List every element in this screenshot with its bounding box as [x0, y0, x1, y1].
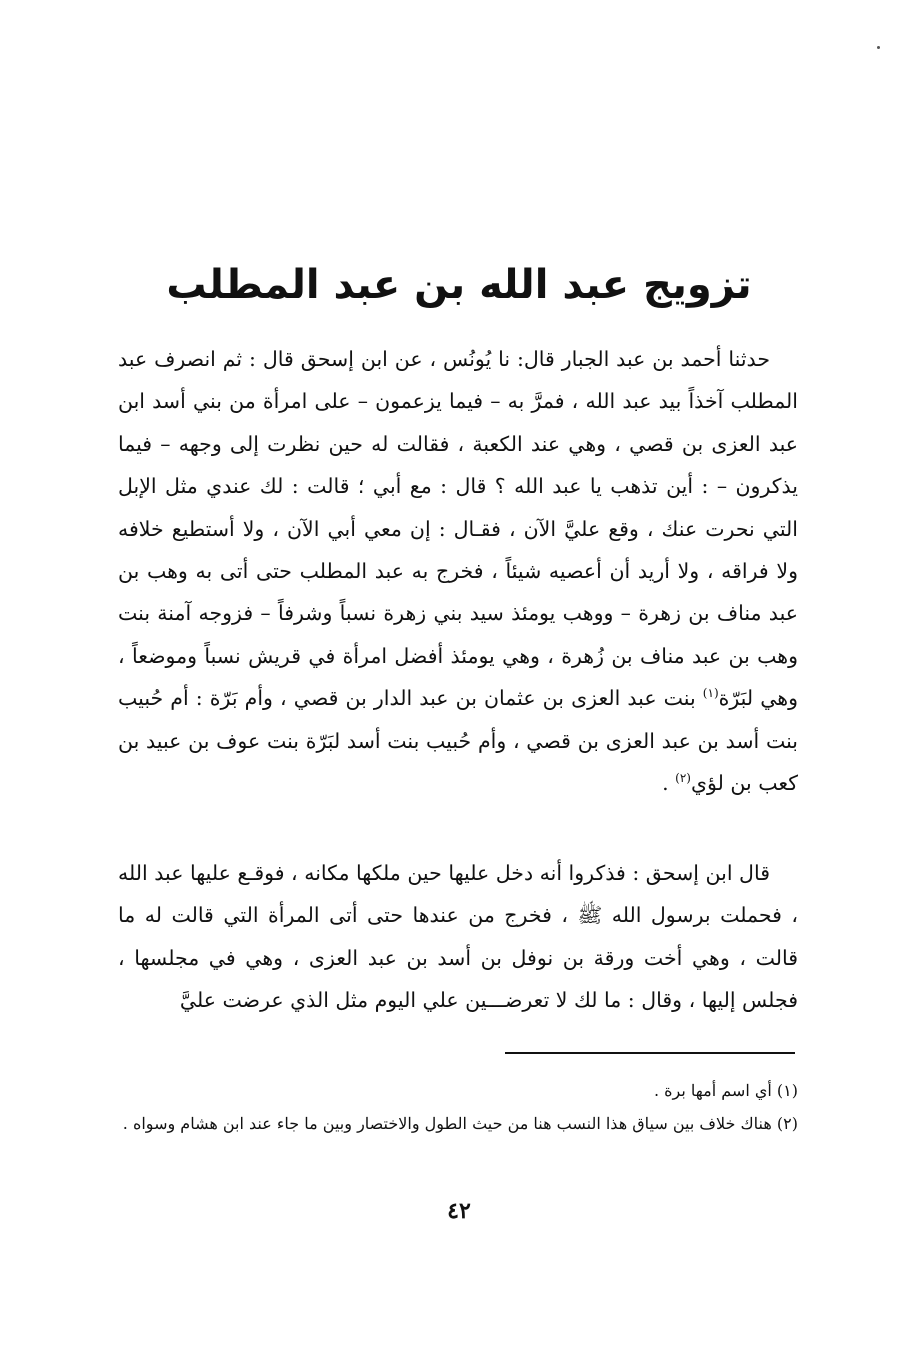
paragraph-2-text: قال ابن إسحق : فذكروا أنه دخل عليها حين ملكها مكانه ، فوقـع عليها عبد الله ، فحملت برسول الله ﷺ ، فخرج من عندها حتى أتى المرأة التي قالت له ما قالت ، وهي أخت ورقة بن نوفل بن أسد بن عبد العزى ، وهي في مجلسها ، فجلس إليها ، وقال : ما لك لا تعرضـــين علي اليوم مثل الذي عرضت عليَّ	[118, 861, 798, 1013]
paragraph-1-end: .	[662, 771, 676, 796]
body-paragraph-2	[118, 852, 798, 1022]
chapter-title: تزويج عبد الله بن عبد المطلب	[166, 261, 752, 308]
footnote-ref-1: (١)	[702, 686, 719, 701]
footnote-1: (١) أي اسم أمها برة .	[654, 1081, 798, 1100]
body-paragraph-1	[118, 338, 798, 804]
footnote-ref-2: (٢)	[675, 771, 691, 786]
paragraph-1-text-a: حدثنا أحمد بن عبد الجبار قال: نا يُونُس ، عن ابن إسحق قال : ثم انصرف عبد المطلب آخذاً بيد عبد الله ، فمرَّ به – فيما يزعمون – على امرأة من بني أسد ابن عبد العزى بن قصي ، وهي عند الكعبة ، فقالت له حين نظرت إلى وجهه – فيما يذكرون – : أين تذهب يا عبد الله ؟ قال : مع أبي ؛ قالت : لك عندي مثل الإبل التي نحرت عنك ، وقع عليَّ الآن ، فقـال : إن معي أبي الآن ، ولا أستطيع خلافه ولا فراقه ، ولا أريد أن أعصيه شيئاً ، فخرج به عبد المطلب حتى أتى به وهب بن عبد مناف بن زهرة – ووهب يومئذ سيد بني زهرة نسباً وشرفاً – فزوجه آمنة بنت وهب بن عبد مناف بن زُهرة ، وهي يومئذ أفضل امرأة في قريش نسباً وموضعاً ، وهي لبَرّة	[118, 347, 799, 711]
page-speck	[877, 46, 880, 49]
footnote-2: (٢) هناك خلاف بين سياق هذا النسب هنا من حيث الطول والاختصار وبين ما جاء عند ابن هشام وسواه .	[122, 1114, 798, 1133]
paragraph-1-text-b: بنت عبد العزى بن عثمان بن عبد الدار بن قصي ، وأم بَرّة : أم حُبيب بنت أسد بن عبد العزى بن قصي ، وأم حُبيب بنت أسد لبَرّة بنت عوف بن عبيد بن كعب بن لؤي	[118, 686, 798, 796]
footnotes	[118, 1074, 798, 1140]
footnote-separator	[505, 1052, 795, 1054]
page-number: ٤٢	[447, 1198, 471, 1224]
